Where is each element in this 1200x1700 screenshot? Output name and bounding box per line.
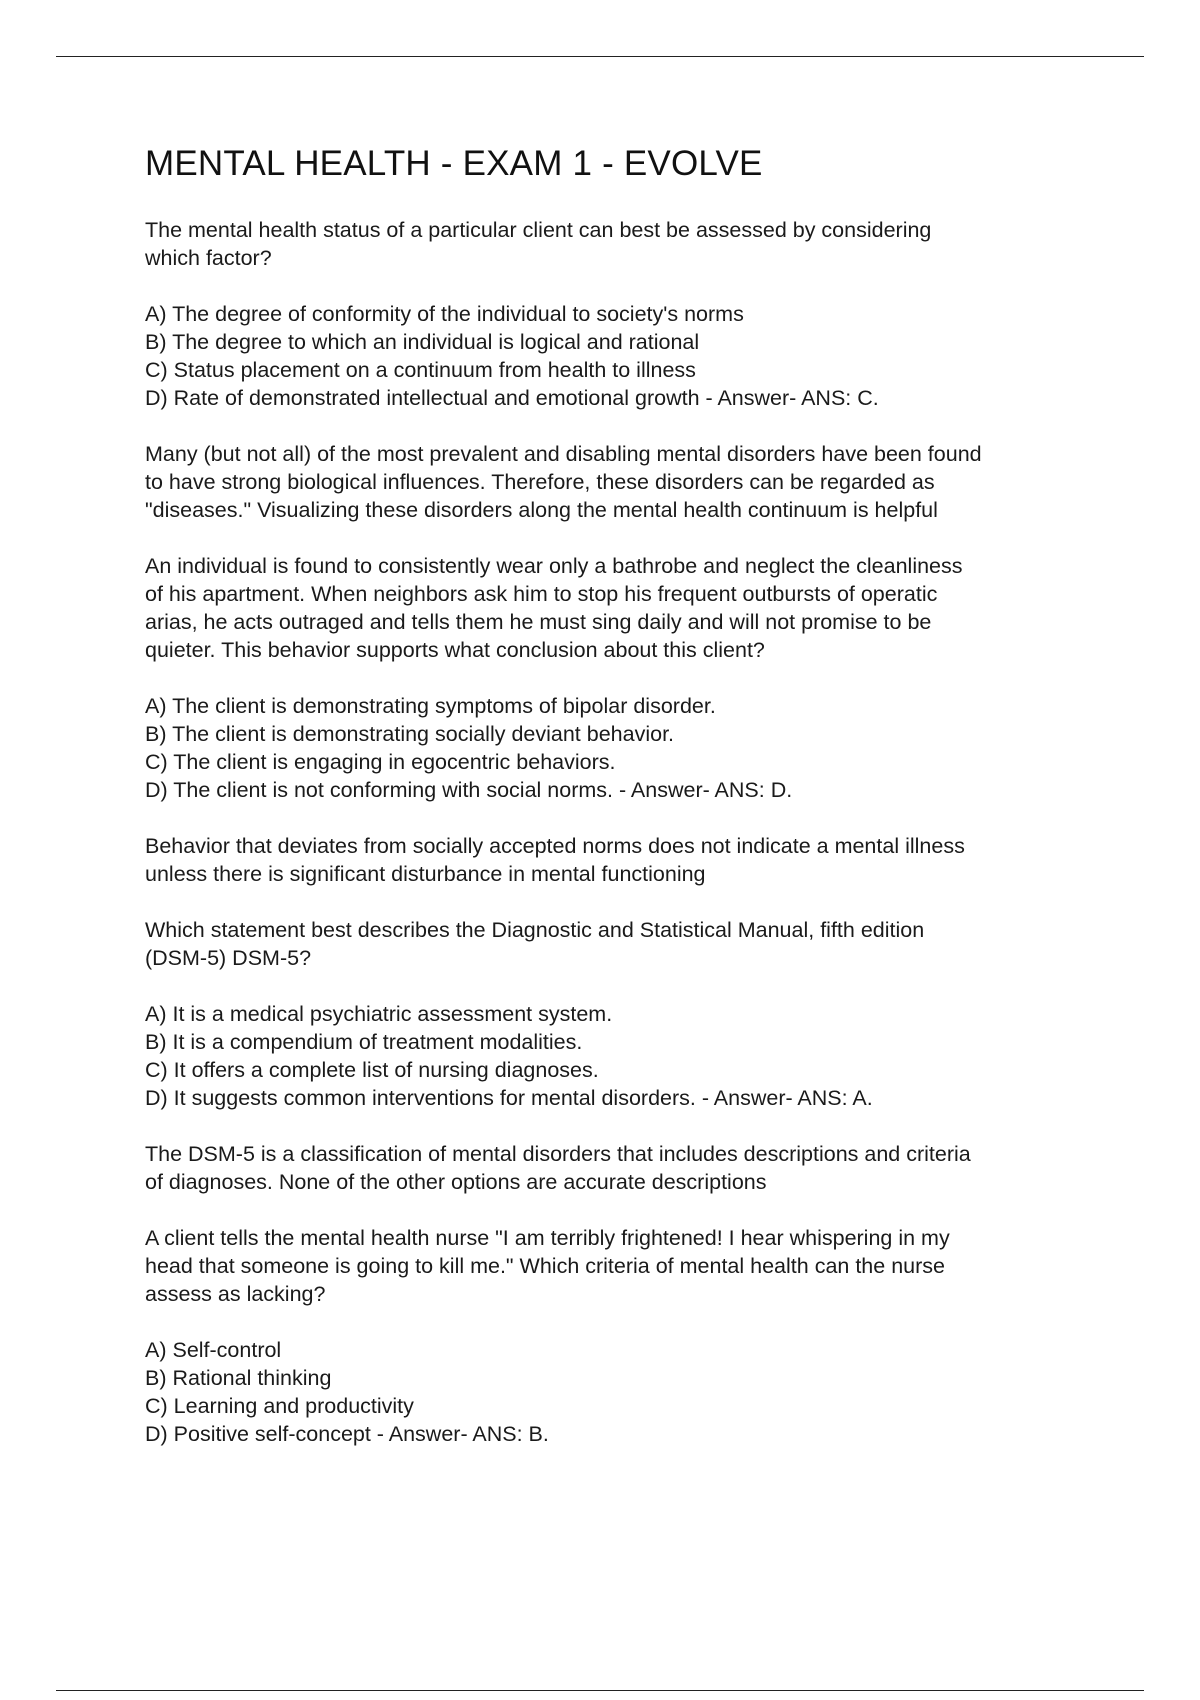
text-line: A) Self-control	[145, 1338, 282, 1362]
text-line: A) The degree of conformity of the individual to society's norms	[145, 302, 744, 326]
text-line: of diagnoses. None of the other options are accurate descriptions	[145, 1170, 767, 1194]
text-line: to have strong biological influences. Therefore, these disorders can be regarded as	[145, 470, 935, 494]
text-line: Behavior that deviates from socially accepted norms does not indicate a mental illness	[145, 834, 965, 858]
text-line: B) Rational thinking	[145, 1366, 332, 1390]
text-line: head that someone is going to kill me." Which criteria of mental health can the nurse	[145, 1254, 945, 1278]
text-line: B) The client is demonstrating socially deviant behavior.	[145, 722, 675, 746]
text-line: Many (but not all) of the most prevalent and disabling mental disorders have been found	[145, 442, 982, 466]
top-rule	[56, 56, 1144, 57]
text-line: A) The client is demonstrating symptoms of bipolar disorder.	[145, 694, 716, 718]
text-line: Which statement best describes the Diagnostic and Statistical Manual, fifth edition	[145, 918, 925, 942]
text-block	[145, 916, 1095, 972]
document-blocks	[145, 216, 1095, 1448]
text-block	[145, 552, 1095, 664]
text-block	[145, 1336, 1095, 1448]
text-line: D) Positive self-concept - Answer- ANS: B.	[145, 1422, 549, 1446]
text-block	[145, 692, 1095, 804]
text-line: D) Rate of demonstrated intellectual and emotional growth - Answer- ANS: C.	[145, 386, 879, 410]
text-line: D) The client is not conforming with social norms. - Answer- ANS: D.	[145, 778, 793, 802]
text-line: C) Learning and productivity	[145, 1394, 414, 1418]
text-line: A client tells the mental health nurse "I am terribly frightened! I hear whispering in my	[145, 1226, 950, 1250]
text-block	[145, 1224, 1095, 1308]
text-line: of his apartment. When neighbors ask him to stop his frequent outbursts of operatic	[145, 582, 938, 606]
text-block	[145, 1000, 1095, 1112]
text-line: B) The degree to which an individual is logical and rational	[145, 330, 700, 354]
text-block	[145, 440, 1095, 524]
text-line: C) The client is engaging in egocentric behaviors.	[145, 750, 616, 774]
text-line: arias, he acts outraged and tells them he must sing daily and will not promise to be	[145, 610, 932, 634]
text-line: (DSM-5) DSM-5?	[145, 946, 312, 970]
text-line: C) It offers a complete list of nursing diagnoses.	[145, 1058, 599, 1082]
text-block	[145, 1140, 1095, 1196]
document-body	[145, 142, 1095, 1476]
text-line: The DSM-5 is a classification of mental disorders that includes descriptions and criteria	[145, 1142, 971, 1166]
text-block	[145, 832, 1095, 888]
document-title: MENTAL HEALTH - EXAM 1 - EVOLVE	[145, 144, 763, 183]
bottom-rule	[56, 1690, 1144, 1691]
text-line: which factor?	[145, 246, 272, 270]
text-line: The mental health status of a particular client can best be assessed by considering	[145, 218, 932, 242]
text-line: A) It is a medical psychiatric assessment system.	[145, 1002, 613, 1026]
text-line: C) Status placement on a continuum from health to illness	[145, 358, 696, 382]
text-line: B) It is a compendium of treatment modalities.	[145, 1030, 583, 1054]
text-line: assess as lacking?	[145, 1282, 326, 1306]
text-line: An individual is found to consistently wear only a bathrobe and neglect the cleanliness	[145, 554, 963, 578]
text-line: "diseases." Visualizing these disorders along the mental health continuum is helpful	[145, 498, 938, 522]
text-block	[145, 300, 1095, 412]
text-line: D) It suggests common interventions for mental disorders. - Answer- ANS: A.	[145, 1086, 873, 1110]
text-block	[145, 216, 1095, 272]
text-line: unless there is significant disturbance in mental functioning	[145, 862, 706, 886]
text-line: quieter. This behavior supports what conclusion about this client?	[145, 638, 765, 662]
